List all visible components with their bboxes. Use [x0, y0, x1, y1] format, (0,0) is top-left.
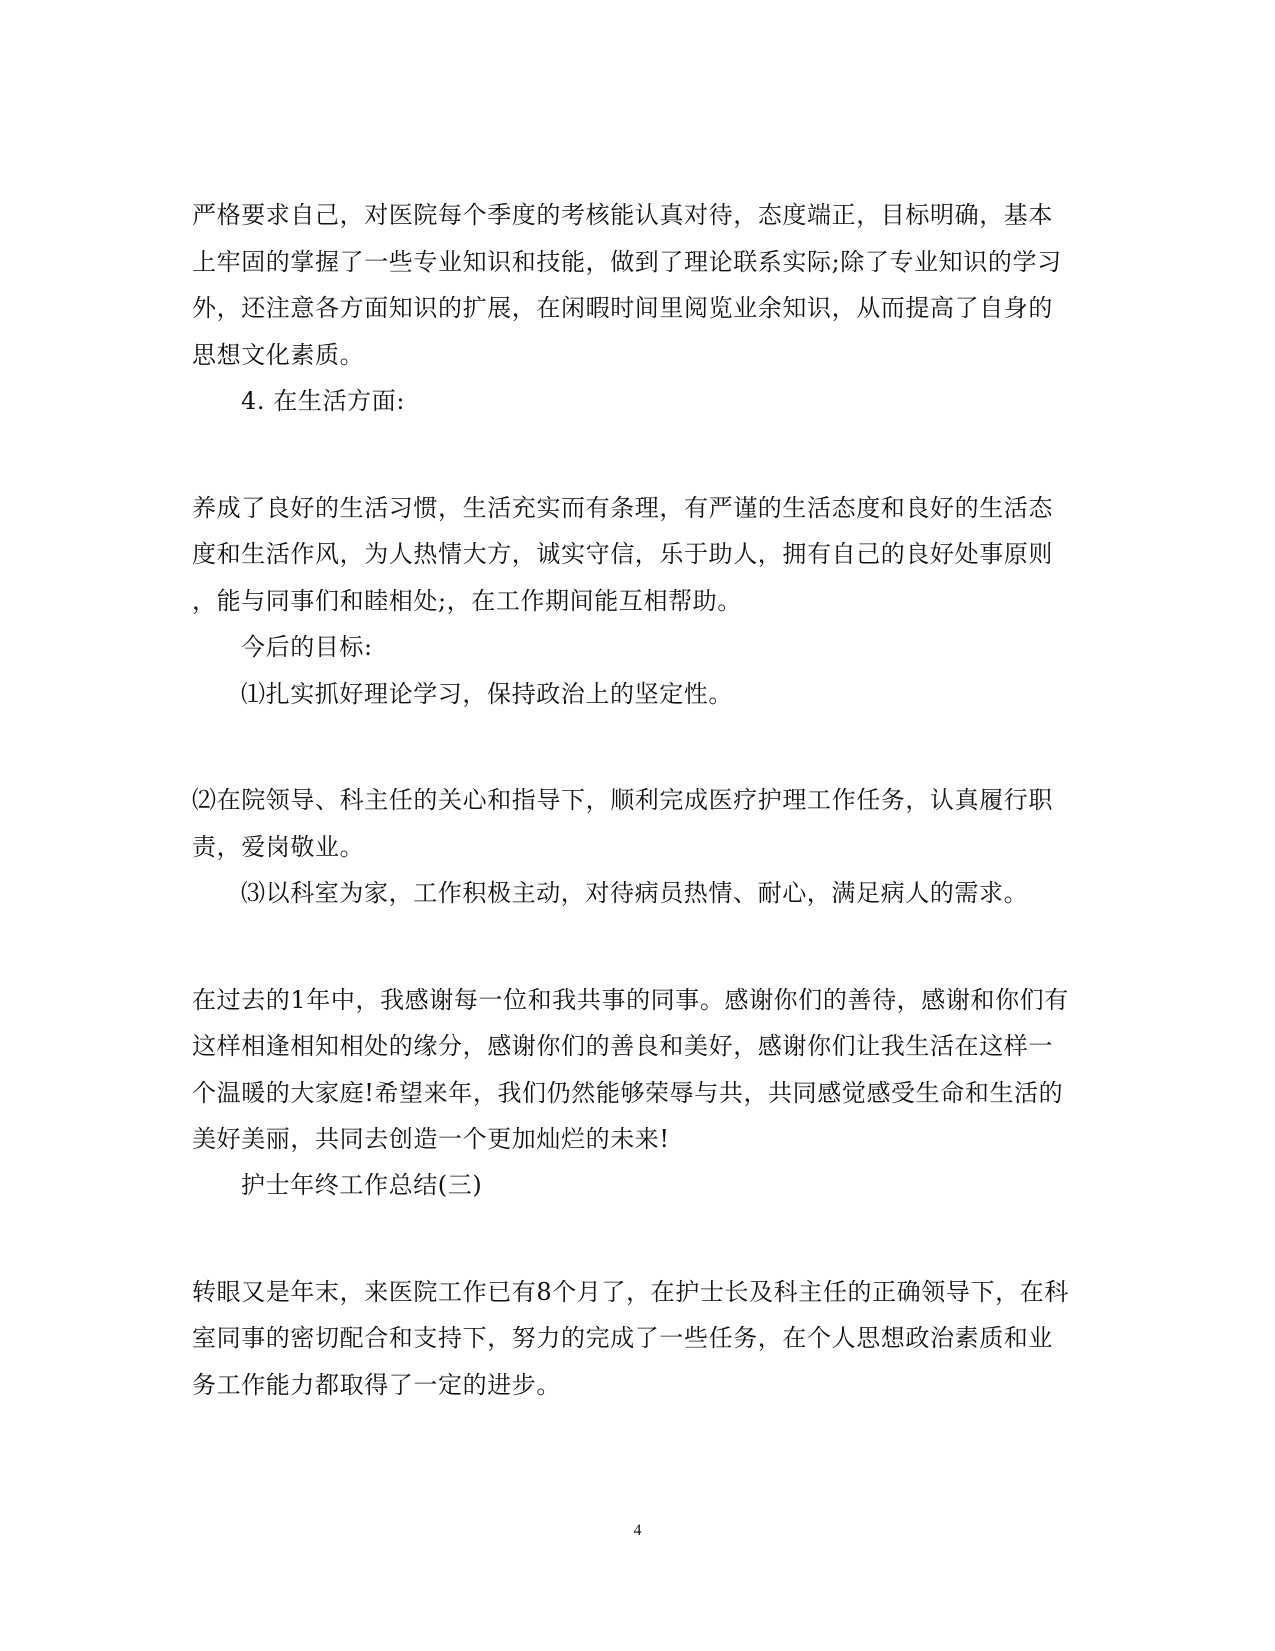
- page-number: 4: [633, 1522, 642, 1539]
- body-line: 在过去的1年中，我感谢每一位和我共事的同事。感谢你们的善待，感谢和你们有: [192, 986, 1069, 1014]
- section-title: 护士年终工作总结(三): [241, 1171, 483, 1199]
- body-line: 转眼又是年末，来医院工作已有8个月了，在护士长及科主任的正确领导下，在科: [192, 1278, 1069, 1306]
- body-line: 养成了良好的生活习惯，生活充实而有条理，有严谨的生活态度和良好的生活态: [192, 494, 1053, 522]
- body-line: 责，爱岗敬业。: [192, 833, 365, 861]
- body-line: 个温暖的大家庭!希望来年，我们仍然能够荣辱与共，共同感觉感受生命和生活的: [192, 1079, 1064, 1107]
- body-line: 美好美丽，共同去创造一个更加灿烂的未来!: [192, 1125, 670, 1153]
- body-line: 这样相逢相知相处的缘分，感谢你们的善良和美好，感谢你们让我生活在这样一: [192, 1032, 1053, 1060]
- list-item: ⑶以科室为家，工作积极主动，对待病员热情、耐心，满足病人的需求。: [241, 879, 1029, 907]
- body-line: 外，还注意各方面知识的扩展，在闲暇时间里阅览业余知识，从而提高了自身的: [192, 294, 1053, 322]
- body-line: 上牢固的掌握了一些专业知识和技能，做到了理论联系实际;除了专业知识的学习: [192, 248, 1062, 276]
- body-line: 室同事的密切配合和支持下，努力的完成了一些任务，在个人思想政治素质和业: [192, 1324, 1053, 1352]
- section-heading: 4. 在生活方面:: [241, 387, 406, 415]
- body-line: 度和生活作风，为人热情大方，诚实守信，乐于助人，拥有自己的良好处事原则: [192, 540, 1053, 568]
- body-line: ，能与同事们和睦相处;，在工作期间能互相帮助。: [192, 587, 742, 615]
- section-heading: 今后的目标:: [241, 633, 373, 661]
- body-line: 务工作能力都取得了一定的进步。: [192, 1371, 561, 1399]
- list-item: ⑵在院领导、科主任的关心和指导下，顺利完成医疗护理工作任务，认真履行职: [192, 786, 1053, 814]
- body-line: 严格要求自己，对医院每个季度的考核能认真对待，态度端正，目标明确，基本: [192, 201, 1053, 229]
- list-item: ⑴扎实抓好理论学习，保持政治上的坚定性。: [241, 680, 733, 708]
- body-line: 思想文化素质。: [192, 341, 365, 369]
